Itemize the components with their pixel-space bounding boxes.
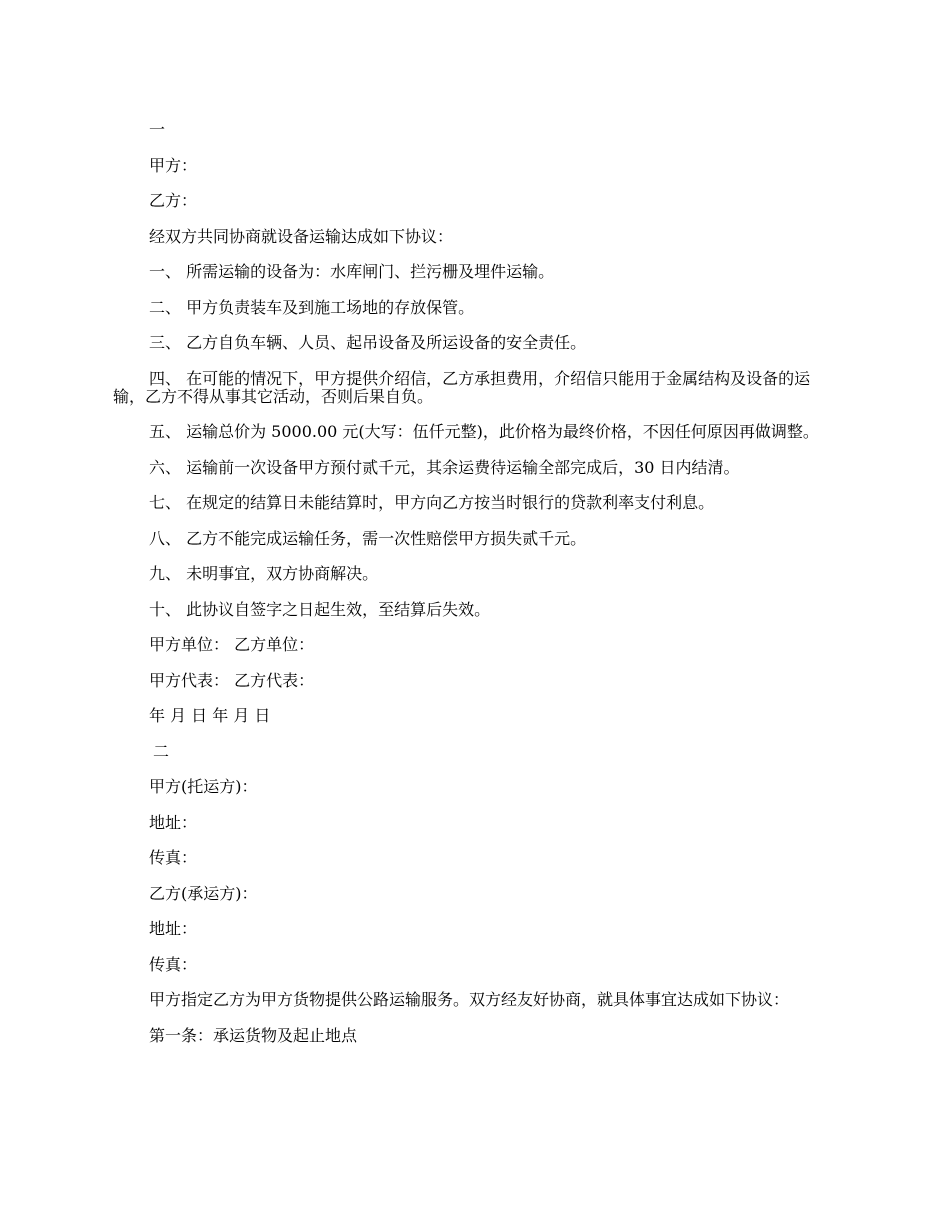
shipper-fax: 传真： — [149, 848, 198, 867]
service-intro: 甲方指定乙方为甲方货物提供公路运输服务。双方经友好协商，就具体事宜达成如下协议： — [149, 990, 790, 1009]
clause-2: 二、 甲方负责装车及到施工场地的存放保管。 — [149, 297, 475, 317]
carrier-fax: 传真： — [149, 954, 198, 974]
clause-1: 一、 所需运输的设备为：水库闸门、拦污栅及埋件运输。 — [149, 262, 555, 281]
section-one-heading: 一 — [149, 120, 166, 139]
clause-4: 四、 在可能的情况下，甲方提供介绍信，乙方承担费用，介绍信只能用于金属结构及设备的运输，乙方不得从事其它活动，否则后果自负。 — [113, 368, 811, 406]
signature-units: 甲方单位： 乙方单位： — [149, 635, 315, 654]
clause-5: 五、 运输总价为 5000.00 元(大写：伍仟元整)，此价格为最终价格，不因任何原因再做调整。 — [149, 422, 819, 441]
shipper-line: 甲方(托运方)： — [149, 777, 258, 796]
document-body — [113, 121, 840, 1062]
carrier-address: 地址： — [149, 919, 198, 938]
clause-6: 六、 运输前一次设备甲方预付贰千元，其余运费待运输全部完成后，30 日内结清。 — [149, 457, 740, 477]
signature-dates: 年 月 日 年 月 日 — [149, 706, 271, 725]
clause-3: 三、 乙方自负车辆、人员、起吊设备及所运设备的安全责任。 — [149, 333, 587, 352]
carrier-line: 乙方(承运方)： — [149, 883, 258, 903]
clause-8: 八、 乙方不能完成运输任务，需一次性赔偿甲方损失贰千元。 — [149, 528, 587, 548]
clause-9: 九、 未明事宜，双方协商解决。 — [149, 564, 379, 583]
article-1-heading: 第一条：承运货物及起止地点 — [149, 1025, 358, 1045]
shipper-address: 地址： — [149, 812, 198, 832]
signature-representatives: 甲方代表： 乙方代表： — [149, 670, 315, 690]
party-a-line: 甲方： — [149, 155, 198, 175]
party-b-line: 乙方： — [149, 191, 198, 210]
agreement-intro: 经双方共同协商就设备运输达成如下协议： — [149, 226, 454, 246]
section-two-heading: 二 — [153, 741, 170, 761]
clause-7: 七、 在规定的结算日未能结算时，甲方向乙方按当时银行的贷款利率支付利息。 — [149, 493, 715, 512]
clause-10: 十、 此协议自签字之日起生效，至结算后失效。 — [149, 599, 491, 619]
